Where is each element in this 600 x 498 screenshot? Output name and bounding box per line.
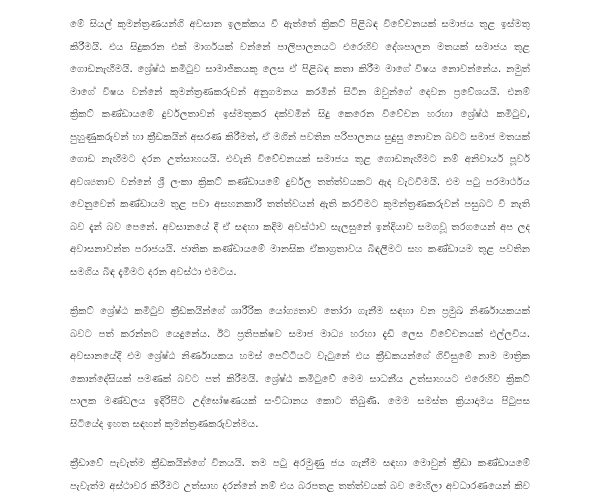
text-line: කිරීමයි. එය සිදුකරන එක් මාර්ගයක් වන්නේ පාලිපාලනයට එරෙහිව දේශපාලන මතයක් සමාජය තුළ (70, 37, 530, 60)
text-line: බව දැන් බව පෙනේ. අවසානයේ දී ඒ සඳහා කදිම අවස්ථාව සැලසුනේ ඉන්දියාව සමගවූ තරගයෙන් අප ලද (70, 217, 530, 240)
text-line: වෙනුවෙන් කණ්ඩායම තුළ පවා අසහනකාරී තත්ත්වයන් ඇති කරවීමට කුමන්ත්‍රණකරුවන් පසුබට වී නැති (70, 194, 530, 217)
paragraph-2 (70, 301, 530, 436)
text-line: පුහුණුකරුවන් හා ක්‍රීඩකයින් අසරණ කිරීමත්, ඒ මගින් පවතින පරිපාලනය සුදුසු නොවන බවට සමාජ මතයක් (70, 127, 530, 150)
text-line: සමගිය බිඳ දැමීමට දරන අවස්ථා එමටය. (70, 262, 530, 285)
paragraph-1 (70, 14, 530, 284)
text-line: අවාසනාවන්ත පරාජයයි. ජාතික කණ්ඩායමේ මානසික ඒකාග්‍රතාවය බිඳලීමට සහ කණ්ඩායම තුළ පවතින (70, 239, 530, 262)
text-line: අවසානයේදී එම ශ්‍රේෂ්ඨ නිර්ණායකය හමස් පෙට්ටියට වැටුනේ එය ක්‍රීඩකයන්ගේ ගිවිසුමේ නාම මාත්‍රික (70, 346, 530, 369)
text-line: ගොඩ නැඟීමට දරන උත්සාහයයි. එවැනි විවේචනයක් සමාජය තුළ ගොඩනැඟීමට නම් අනිවාර්ය පූර්ව (70, 149, 530, 172)
paragraph-3 (70, 453, 530, 498)
text-line: ගොඩනැඟීමයි. ශ්‍රේෂ්ඨ කමිටුව සාමාජිකයකු ලෙස ඒ පිළිබඳ කතා කිරීම මාගේ විෂය නොවන්නේය. නමුත් (70, 59, 530, 82)
text-line: මාගේ විෂය වන්නේ කුමන්ත්‍රණකරුවන් අනුගමනය කරමින් සිටින ඔවුන්ගේ දෙවන ප්‍රවේශයයි. එනම් (70, 82, 530, 105)
text-line: පාලක මණ්ඩලය ඉදිරිපිට උද්ඝෝෂණයක් සංවිධානය කොට තිබුණි. මෙම සමස්ත ක්‍රියාදාමය පිටුපස (70, 391, 530, 414)
text-line: කොන්දේසියක් පමණක් බවට පත් කිරීමයි. ශ්‍රේෂ්ඨ කමිටුවේ මෙම සාධනීය උත්සාහයට එරෙහිව ක්‍රිකට් (70, 369, 530, 392)
text-line: බවට පත් කරන්නට යෙදුනේය. ඊට ප්‍රතිපක්ෂව සමාජ මාධ්‍ය හරහා දැඩි ලෙස විවේචනයක් එල්ලවිය. (70, 324, 530, 347)
text-line: අවශ්‍යතාව වන්නේ ශ්‍රී ලංකා ක්‍රිකට් කණ්ඩායමේ දුර්වල තත්ත්වයකට ඇද වැටවීමයි. එම පටු පරමාර්ථය (70, 172, 530, 195)
text-line: පැවැත්ම අස්ථාවර කිරීමට උත්සාහ දරන්නේ නම් එය බරපතළ තත්ත්වයක් බව මෙහිලා අවධාරණයෙන් කිව (70, 476, 530, 498)
text-line: ක්‍රිකට් ශ්‍රේෂ්ඨ කමිටුව ක්‍රීඩකයින්ගේ ශාරීරික යෝග්‍යතාව තෝරා ගැනීම සඳහා වන ප්‍රමුඛ නිර්ණායකයක් (70, 301, 530, 324)
text-line: සිටියේද ඉහත සඳහන් කුමන්ත්‍රණකරුවන්මය. (70, 414, 530, 437)
text-line: ක්‍රිකට් කණ්ඩායමේ දුර්වලතාවන් ඉස්මතුකර දක්වමින් සිදු කෙරෙන විවේචන හරහා ශ්‍රේෂ්ඨ කමිටුව, (70, 104, 530, 127)
text-line: මේ සියල් කුමන්ත්‍රණයන්ගි අවසාන ඉලක්කය වී ඇත්තේ ක්‍රිකට් පිළිබඳ විවේචනයක් සමාජය තුළ ඉස්මතු (70, 14, 530, 37)
text-line: ක්‍රීඩාවේ පැවැත්ම ක්‍රීඩකයින්ගේ විනයයි. තම පටු අරමුණු ජය ගැනීම සඳහා මොවුන් ක්‍රීඩා කණ්ඩායමේ (70, 453, 530, 476)
